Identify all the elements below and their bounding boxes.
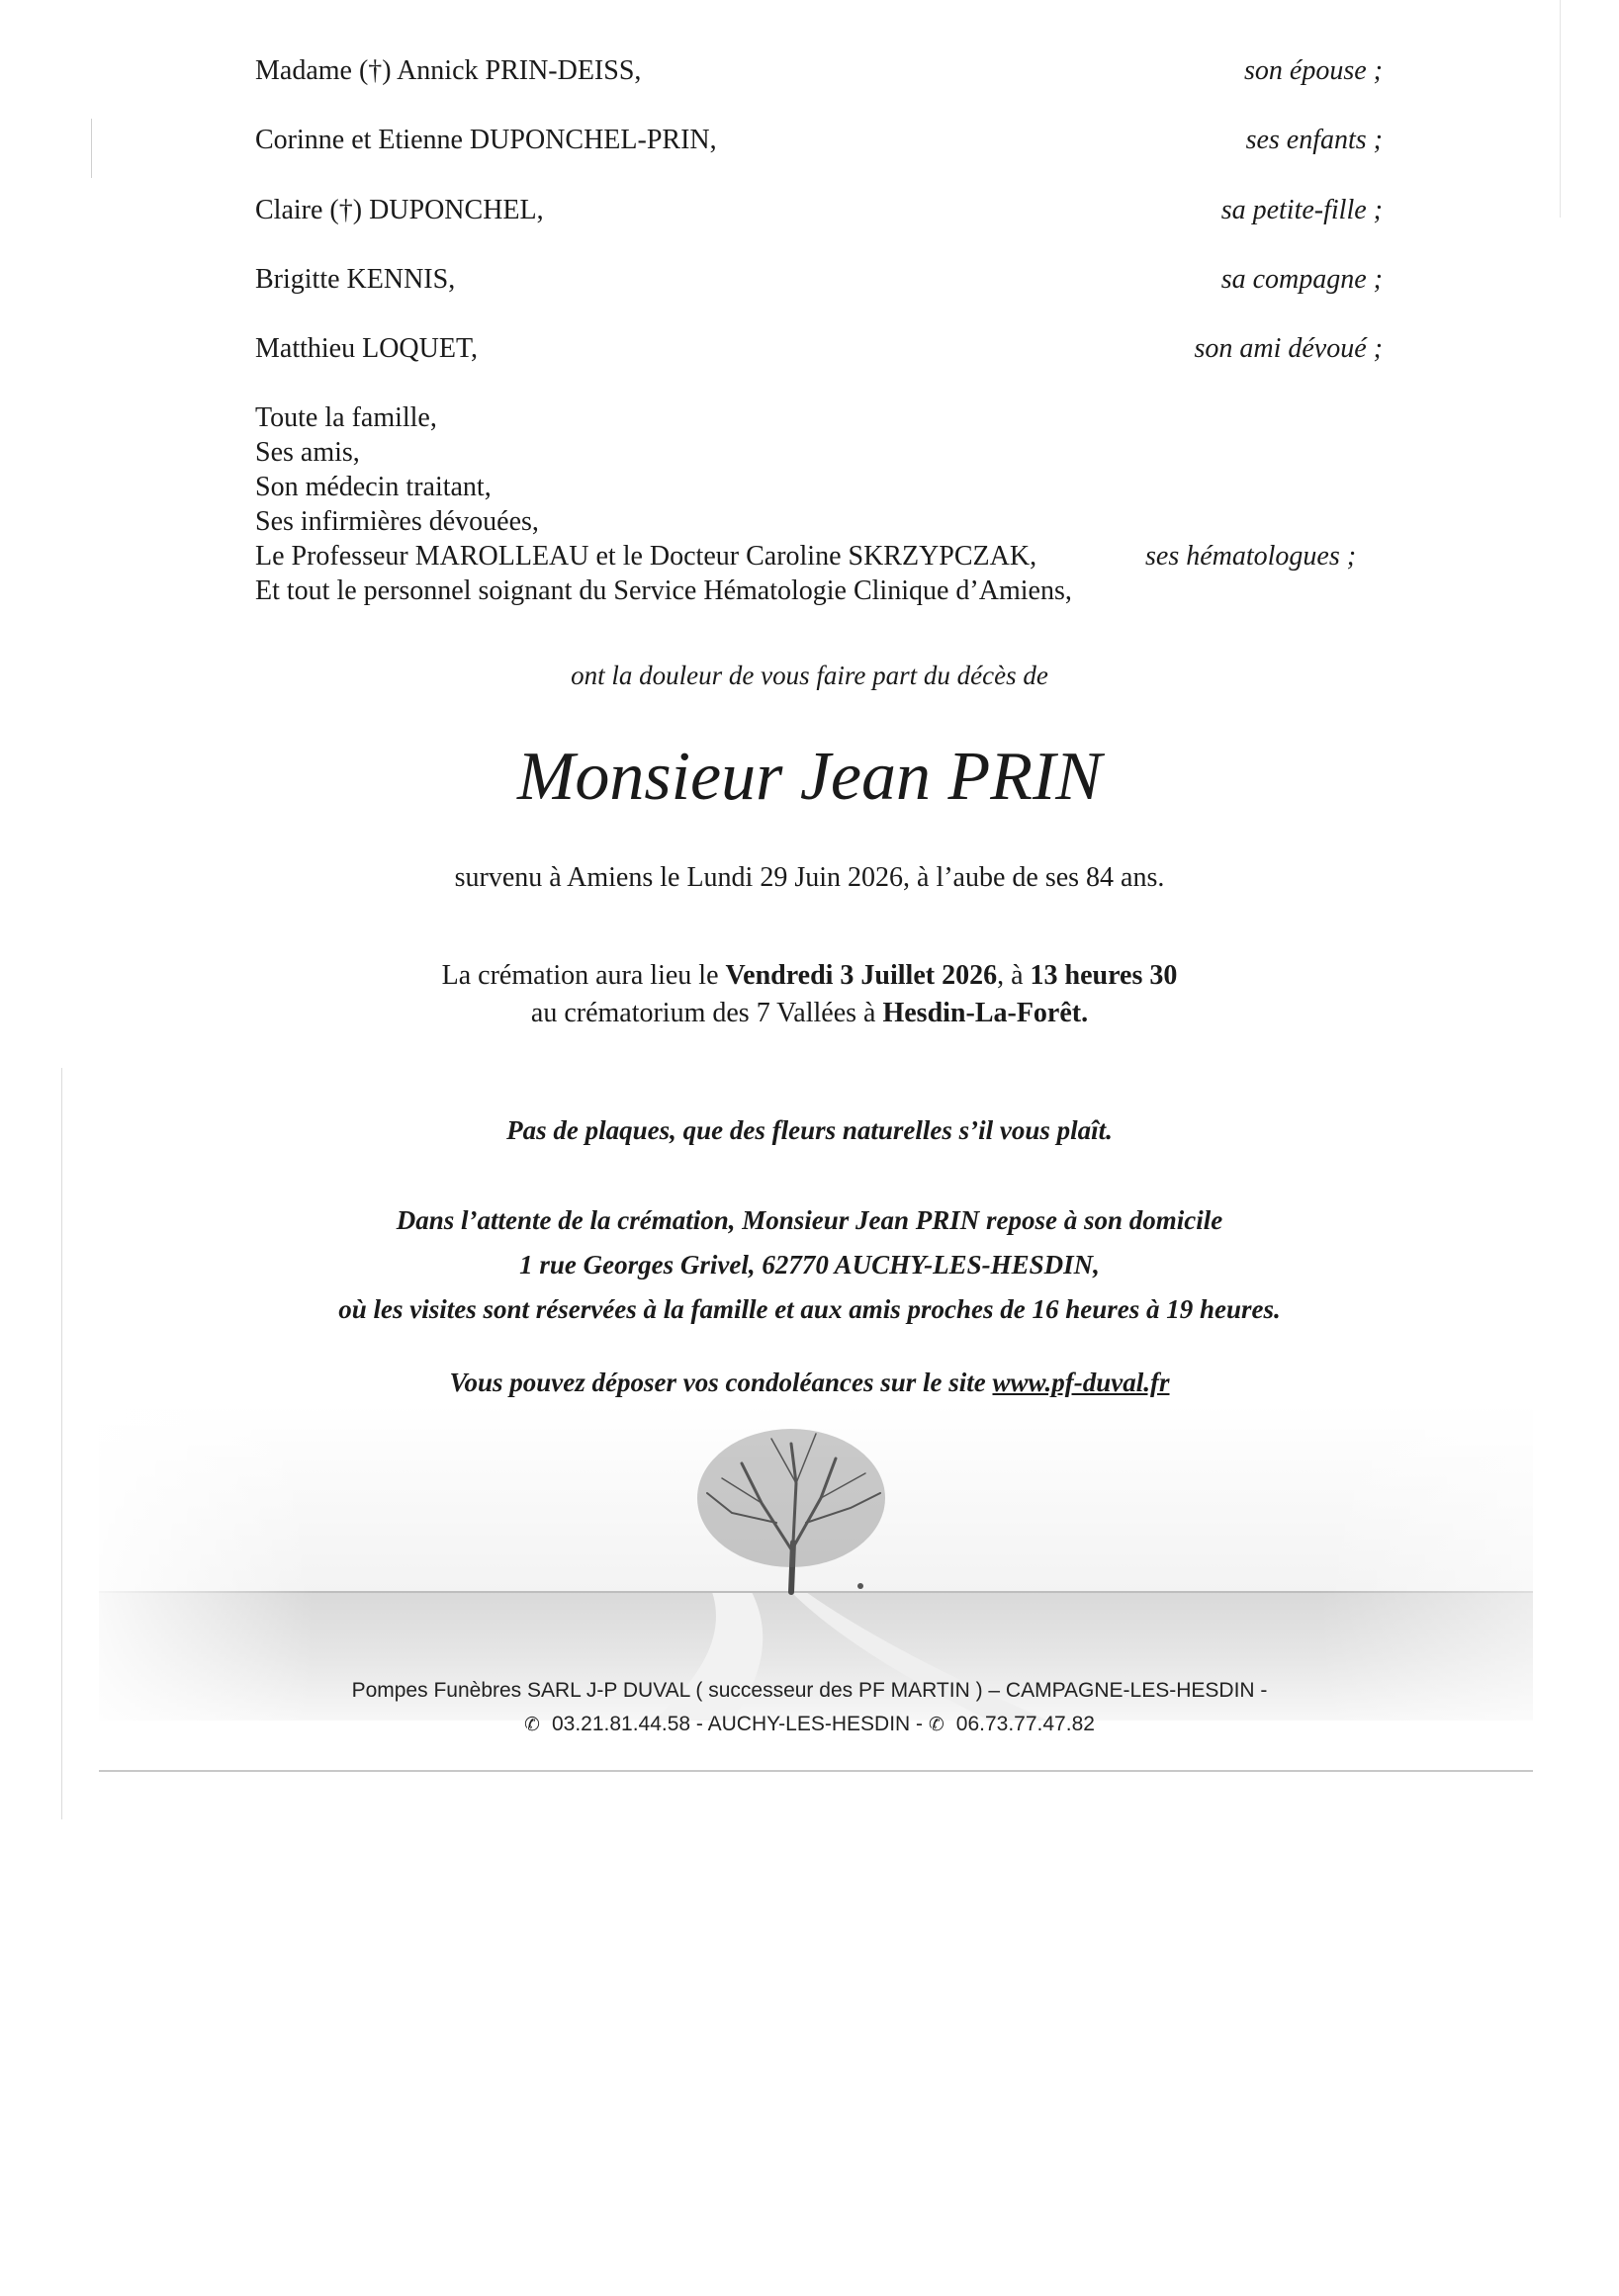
telephone-icon: ✆	[928, 1715, 944, 1735]
family-relation: sa petite-fille ;	[1220, 195, 1383, 225]
bottom-divider	[99, 1770, 1533, 1772]
funeral-home-phones	[0, 1708, 1619, 1742]
cremation-date: Vendredi 3 Juillet 2026	[725, 960, 998, 991]
flowers-notice: Pas de plaques, que des fleurs naturelles s’il vous plaît.	[506, 1115, 1113, 1145]
family-relation: sa compagne ;	[1220, 264, 1383, 295]
family-row	[255, 329, 1383, 369]
cremation-line-2	[0, 995, 1619, 1032]
scan-edge-line	[91, 119, 92, 178]
family-relation: son ami dévoué ;	[1194, 333, 1383, 364]
cremation-details	[0, 957, 1619, 1032]
family-relation: ses enfants ;	[1245, 125, 1383, 155]
family-name: Madame (†) Annick PRIN-DEISS,	[255, 55, 642, 86]
family-row	[255, 121, 1383, 160]
deceased-name: Monsieur Jean PRIN	[517, 739, 1102, 815]
cremation-place: Hesdin-La-Forêt.	[882, 998, 1089, 1028]
wake-line: Dans l’attente de la crémation, Monsieur Jean PRIN repose à son domicile	[396, 1205, 1223, 1235]
phone-1: 03.21.81.44.58 - AUCHY-LES-HESDIN -	[551, 1713, 929, 1735]
funeral-home-footer	[0, 1674, 1619, 1742]
wake-line: 1 rue Georges Grivel, 62770 AUCHY-LES-HESDIN,	[519, 1250, 1100, 1280]
others-line: Et tout le personnel soignant du Service Hématologie Clinique d’Amiens,	[255, 575, 1072, 606]
phone-2: 06.73.77.47.82	[955, 1713, 1095, 1735]
telephone-icon: ✆	[524, 1715, 540, 1735]
others-line: Ses amis,	[255, 437, 360, 468]
death-details: survenu à Amiens le Lundi 29 Juin 2026, à l’aube de ses 84 ans.	[454, 862, 1165, 893]
condolences-site-link[interactable]: www.pf-duval.fr	[992, 1368, 1170, 1397]
family-name: Matthieu LOQUET,	[255, 333, 478, 364]
others-line: Ses infirmières dévouées,	[255, 506, 539, 537]
family-row	[255, 51, 1383, 91]
wake-details	[0, 1198, 1619, 1332]
others-line: Toute la famille,	[255, 402, 437, 433]
others-list	[255, 400, 1393, 608]
cremation-mid: , à	[997, 960, 1031, 991]
others-line-with-relation	[255, 539, 1393, 574]
cremation-line-1	[0, 957, 1619, 995]
condolences-text: Vous pouvez déposer vos condoléances sur le site	[449, 1368, 993, 1397]
family-relation: son épouse ;	[1244, 55, 1383, 86]
condolences-notice	[0, 1368, 1619, 1398]
scan-edge-line	[1560, 0, 1561, 218]
others-line: Le Professeur MAROLLEAU et le Docteur Caroline SKRZYPCZAK,	[255, 541, 1037, 572]
cremation-location-prefix: au crématorium des 7 Vallées à	[530, 998, 883, 1028]
family-row	[255, 260, 1383, 300]
others-line: Son médecin traitant,	[255, 472, 492, 502]
others-relation: ses hématologues ;	[1145, 541, 1357, 572]
family-name: Claire (†) DUPONCHEL,	[255, 195, 544, 225]
announcement-intro: ont la douleur de vous faire part du décès de	[571, 661, 1048, 690]
family-row	[255, 191, 1383, 230]
funeral-home-line: Pompes Funèbres SARL J-P DUVAL ( successeur des PF MARTIN ) – CAMPAGNE-LES-HESDIN -	[351, 1679, 1268, 1702]
wake-line: où les visites sont réservées à la famille et aux amis proches de 16 heures à 19 heures.	[338, 1294, 1281, 1324]
cremation-prefix: La crémation aura lieu le	[441, 960, 726, 991]
family-name: Brigitte KENNIS,	[255, 264, 456, 295]
family-name: Corinne et Etienne DUPONCHEL-PRIN,	[255, 125, 717, 155]
cremation-time: 13 heures 30	[1030, 960, 1178, 991]
landscape-tree-image	[99, 1404, 1533, 1721]
